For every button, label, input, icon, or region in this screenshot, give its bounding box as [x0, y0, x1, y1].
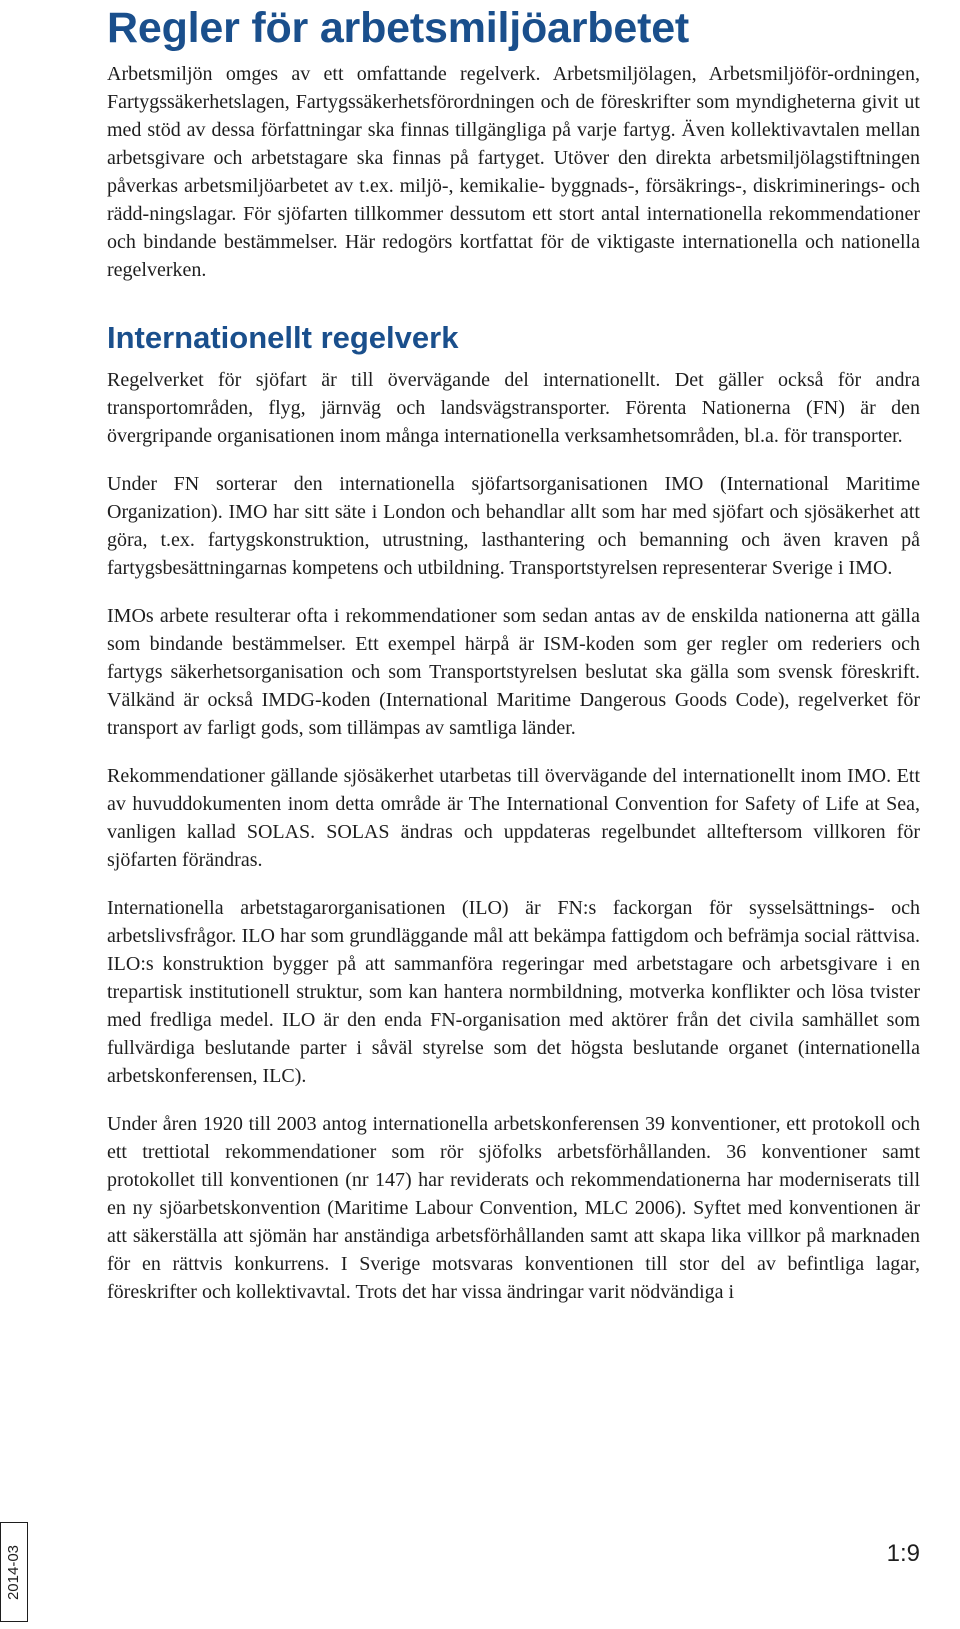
body-paragraph: Internationella arbetstagarorganisationen (ILO) är FN:s fackorgan för sysselsättnings- och arbetslivsfrågor. ILO har som grundläggande mål att bekämpa fattigdom och befrämja social rättvisa. ILO:s konstruktion bygger på att sammanföra regeringar med arbetstagare och arbetsgivare i en trepartisk institutionell struktur, som kan hantera normbildning, motverka konflikter och lösa tvister med fredliga medel. ILO är den enda FN-organisation med aktörer från det civila samhället som fullvärdiga beslutande parter i såväl styrelse som det högsta beslutande organet (internationella arbetskonferensen, ILC).	[107, 897, 920, 1087]
body-paragraph: Under FN sorterar den internationella sjöfartsorganisationen IMO (International Maritime Organization). IMO har sitt säte i London och behandlar allt som har med sjöfart och sjösäkerhet att göra, t.ex. fartygskonstruktion, utrustning, lasthantering och bemanning och även kraven på fartygsbesättningarnas kompetens och utbildning. Transportstyrelsen representerar Sverige i IMO.	[107, 473, 920, 579]
page-title: Regler för arbetsmiljöarbetet	[107, 4, 690, 52]
section-heading: Internationellt regelverk	[107, 320, 459, 355]
document-page	[107, 0, 920, 1306]
body-paragraph: Regelverket för sjöfart är till övervägande del internationellt. Det gäller också för andra transportområden, flyg, järnväg och landsvägstransporter. Förenta Nationerna (FN) är den övergripande organisationen inom många internationella verksamhetsområden, bl.a. för transporter.	[107, 369, 920, 447]
intro-paragraph: Arbetsmiljön omges av ett omfattande regelverk. Arbetsmiljölagen, Arbetsmiljöför-ordningen, Fartygssäkerhetslagen, Fartygssäkerhetsförordningen och de föreskrifter som myndigheterna givit ut med stöd av dessa författningar ska finnas tillgängliga på varje fartyg. Även kollektivavtalen mellan arbetsgivare och arbetstagare ska finnas på fartyget. Utöver den direkta arbetsmiljölagstiftningen påverkas arbetsmiljöarbetet av t.ex. miljö-, kemikalie- byggnads-, försäkrings-, diskriminerings- och rädd-ningslagar. För sjöfarten tillkommer dessutom ett stort antal internationella rekommendationer och bindande bestämmelser. Här redogörs kortfattat för de viktigaste internationella och nationella regelverken.	[107, 63, 920, 281]
body-paragraph: Under åren 1920 till 2003 antog internationella arbetskonferensen 39 konventioner, ett protokoll och ett trettiotal rekommendationer som rör sjöfolks arbetsförhållanden. 36 konventioner samt protokollet till konventionen (nr 147) har reviderats och rekommendationerna har moderniserats till en ny sjöarbetskonvention (Maritime Labour Convention, MLC 2006). Syftet med konventionen är att säkerställa att sjömän har anständiga arbetsförhållanden samt att skapa lika villkor på marknaden för en rättvis konkurrens. I Sverige motsvaras konventionen till stor del av befintliga lagar, föreskrifter och kollektivavtal. Trots det har vissa ändringar varit nödvändiga i	[107, 1113, 920, 1303]
body-paragraph: IMOs arbete resulterar ofta i rekommendationer som sedan antas av de enskilda nationerna att gälla som bindande bestämmelser. Ett exempel härpå är ISM-koden som ger regler om rederiers och fartygs säkerhetsorganisation och som Transportstyrelsen beslutat ska gälla som svensk föreskrift. Välkänd är också IMDG-koden (International Maritime Dangerous Goods Code), regelverket för transport av farligt gods, som tillämpas av samtliga länder.	[107, 605, 920, 739]
footer-date: 2014-03	[5, 1544, 23, 1600]
body-paragraph: Rekommendationer gällande sjösäkerhet utarbetas till övervägande del internationellt inom IMO. Ett av huvuddokumenten inom detta område är The International Convention for Safety of Life at Sea, vanligen kallad SOLAS. SOLAS ändras och uppdateras regelbundet allteftersom villkoren för sjöfarten förändras.	[107, 765, 920, 871]
page-number: 1:9	[886, 1540, 920, 1567]
footer-date-box	[0, 1522, 28, 1622]
